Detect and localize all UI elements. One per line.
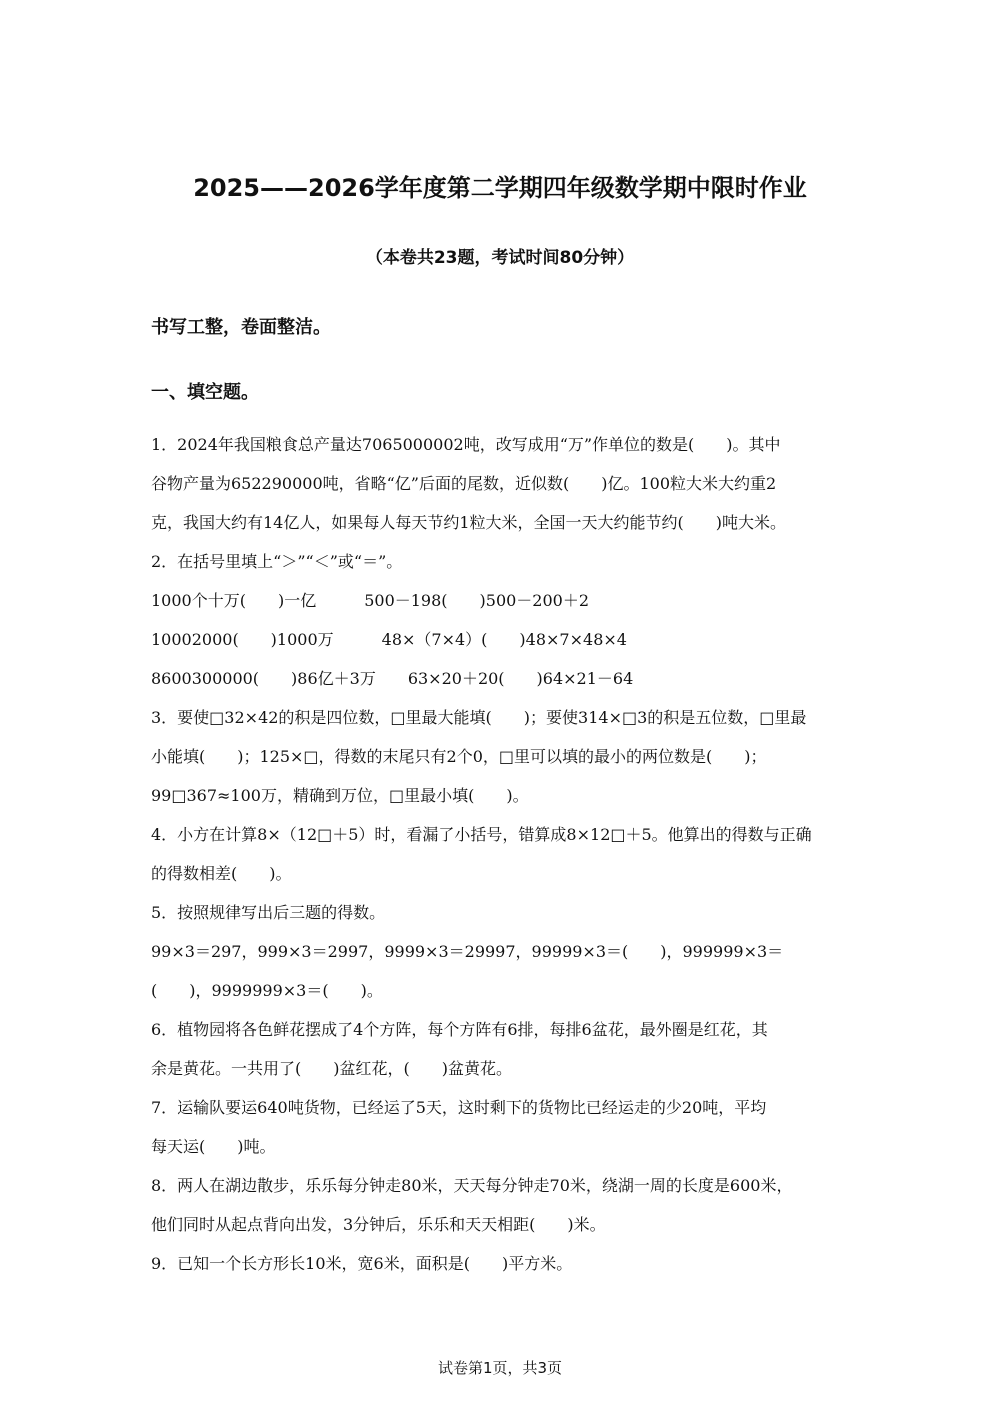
question-line: 他们同时从起点背向出发，3分钟后，乐乐和天天相距( )米。 <box>151 1215 606 1234</box>
question-line: 小能填( )；125×□，得数的末尾只有2个0，□里可以填的最小的两位数是( )； <box>151 747 767 766</box>
question-line: 克，我国大约有14亿人，如果每人每天节约1粒大米，全国一天大约能节约( )吨大米。 <box>151 513 787 532</box>
question-line: 3．要使□32×42的积是四位数，□里最大能填( )；要使314×□3的积是五位数，□里最 <box>151 708 807 727</box>
question-line: 7．运输队要运640吨货物，已经运了5天，这时剩下的货物比已经运走的少20吨，平均 <box>151 1098 767 1117</box>
question-line: 9．已知一个长方形长10米，宽6米，面积是( )平方米。 <box>151 1254 573 1273</box>
question-line: 谷物产量为652290000吨，省略“亿”后面的尾数，近似数( )亿。100粒大米大约重2 <box>151 474 777 493</box>
question-line: 每天运( )吨。 <box>151 1137 276 1156</box>
question-line: 8．两人在湖边散步，乐乐每分钟走80米，天天每分钟走70米，绕湖一周的长度是600米， <box>151 1176 793 1195</box>
section-heading-fill-in: 一、填空题。 <box>151 382 259 403</box>
page-title: 2025——2026学年度第二学期四年级数学期中限时作业 <box>193 174 807 202</box>
question-line: 8600300000( )86亿＋3万 63×20＋20( )64×21－64 <box>151 669 634 688</box>
question-line: 6．植物园将各色鲜花摆成了4个方阵，每个方阵有6排，每排6盆花，最外圈是红花，其 <box>151 1020 768 1039</box>
question-line: 的得数相差( )。 <box>151 864 292 883</box>
writing-note: 书写工整，卷面整洁。 <box>151 317 331 338</box>
question-line: 10002000( )1000万 48×（7×4）( )48×7×48×4 <box>151 630 627 649</box>
question-line: 余是黄花。一共用了( )盆红花，( )盆黄花。 <box>151 1059 512 1078</box>
question-line: 99×3＝297，999×3＝2997，9999×3＝29997，99999×3＝( )，999999×3＝ <box>151 942 784 961</box>
question-line: 5．按照规律写出后三题的得数。 <box>151 903 386 922</box>
question-line: 4．小方在计算8×（12□＋5）时，看漏了小括号，错算成8×12□＋5。他算出的得数与正确 <box>151 825 812 844</box>
exam-info: （本卷共23题，考试时间80分钟） <box>365 248 635 268</box>
page-footer: 试卷第1页，共3页 <box>437 1359 563 1377</box>
question-line: 1000个十万( )一亿 500－198( )500－200＋2 <box>151 591 590 610</box>
question-line: 1．2024年我国粮食总产量达7065000002吨，改写成用“万”作单位的数是( )。其中 <box>151 435 781 454</box>
question-line: ( )，9999999×3＝( )。 <box>151 981 383 1000</box>
question-line: 99□367≈100万，精确到万位，□里最小填( )。 <box>151 786 529 805</box>
question-line: 2．在括号里填上“＞”“＜”或“＝”。 <box>151 552 403 571</box>
